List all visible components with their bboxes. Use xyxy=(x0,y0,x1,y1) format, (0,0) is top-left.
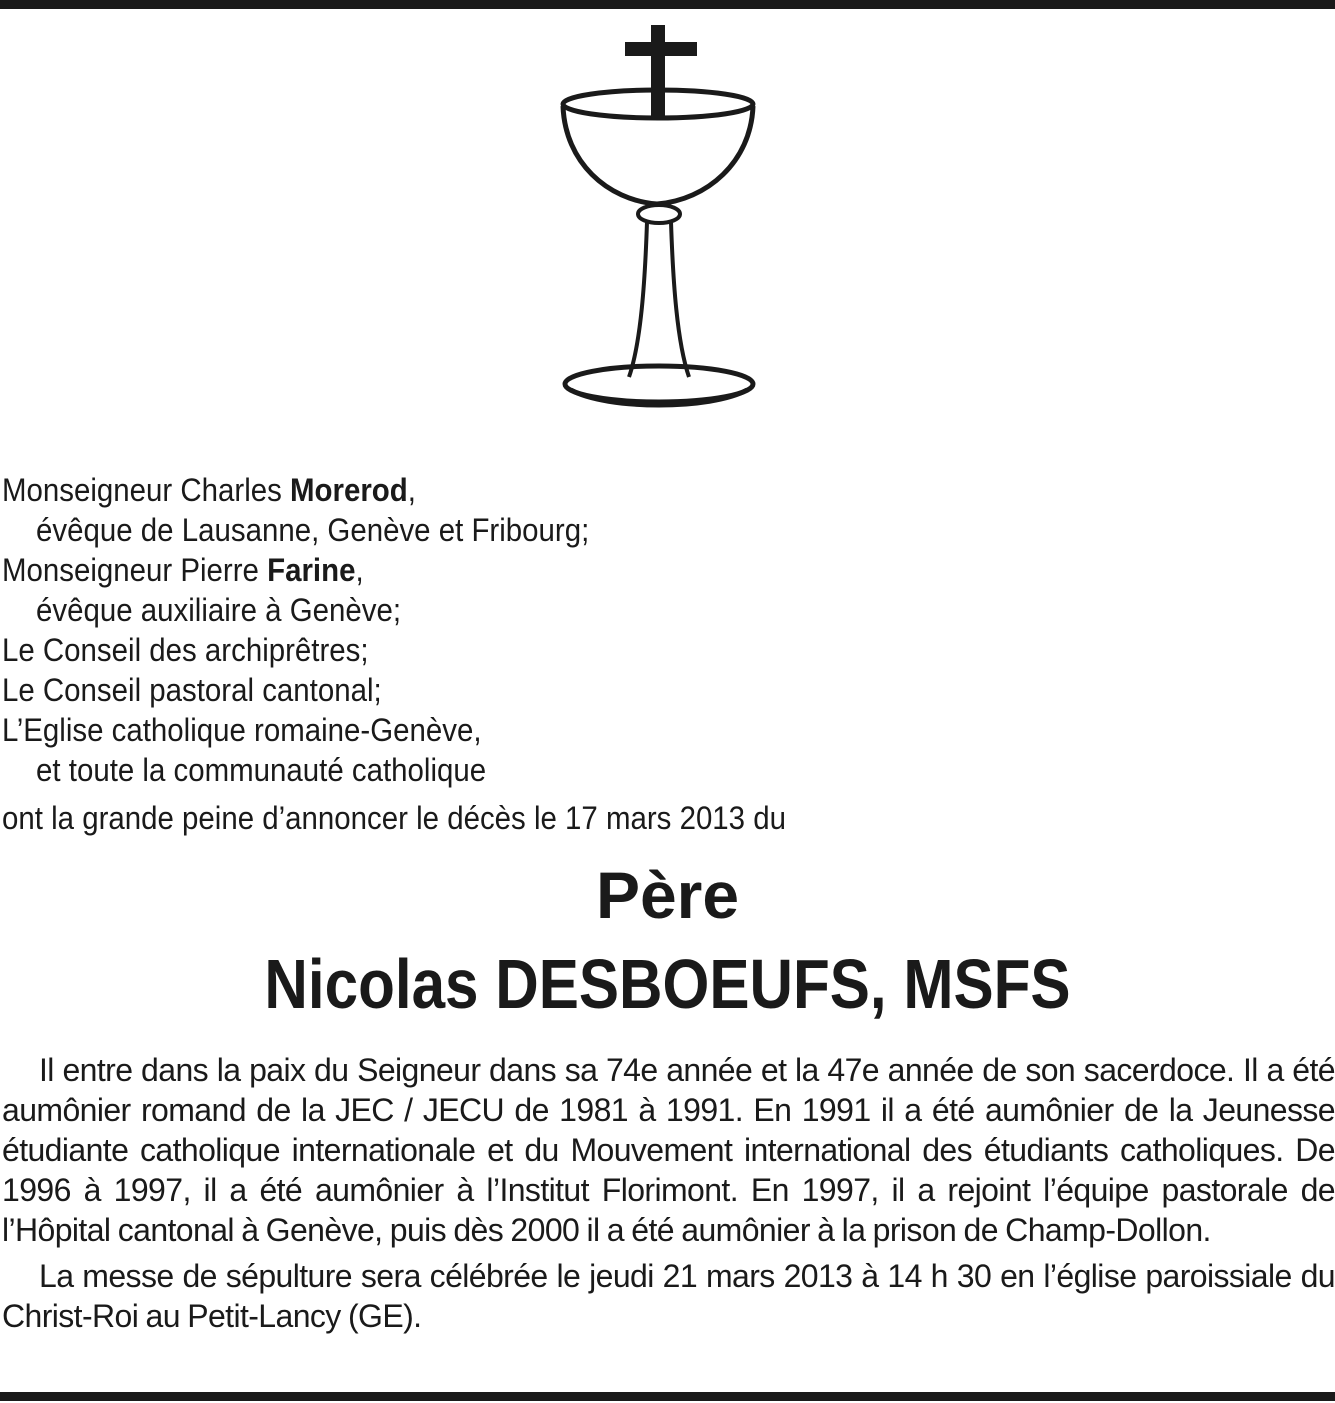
sender-name-farine: Farine xyxy=(267,552,356,588)
deceased-title: Père xyxy=(595,858,740,932)
sender-conseil-pastoral: Le Conseil pastoral cantonal; xyxy=(2,672,382,708)
sender-morerod: Monseigneur Charles Morerod, xyxy=(2,472,416,508)
senders-list xyxy=(2,470,922,790)
sender-eglise: L’Eglise catholique romaine-Genève, xyxy=(2,712,482,748)
sender-name-morerod: Morerod xyxy=(290,472,408,508)
sender-conseil-archipretres: Le Conseil des archiprêtres; xyxy=(2,632,369,668)
sender-role-morerod: évêque de Lausanne, Genève et Fribourg; xyxy=(36,512,590,548)
obituary-body xyxy=(2,1050,1335,1336)
sender-role-farine: évêque auxiliaire à Genève; xyxy=(36,592,402,628)
sender-farine: Monseigneur Pierre Farine, xyxy=(2,552,364,588)
chalice-with-cross-icon xyxy=(557,22,761,412)
deceased-name: Nicolas DESBOEUFS, MSFS xyxy=(264,945,1071,1023)
biography-paragraph: Il entre dans la paix du Seigneur dans sa 74e année et la 47e année de son sacerdoce. Il a été aumônier romand de la JEC / JECU de 1981 à 1991. En 1991 il a été aumônier de la Jeunesse étudiante catholique internationale et du Mouvement international des étudiants catholiques. De 1996 à 1997, il a été aumônier à l’Institut Florimont. En 1997, il a rejoint l’équipe pastorale de l’Hôpital cantonal à Genève, puis dès 2000 il a été aumônier à la prison de Champ-Dollon. xyxy=(2,1052,1335,1248)
top-rule xyxy=(0,0,1335,9)
sender-communaute: et toute la communauté catholique xyxy=(36,752,487,788)
funeral-paragraph: La messe de sépulture sera célébrée le jeudi 21 mars 2013 à 14 h 30 en l’église paroissiale du Christ-Roi au Petit-Lancy (GE). xyxy=(2,1258,1335,1334)
bottom-rule xyxy=(0,1392,1335,1401)
announcement-text: ont la grande peine d’annoncer le décès le 17 mars 2013 du xyxy=(2,800,786,836)
